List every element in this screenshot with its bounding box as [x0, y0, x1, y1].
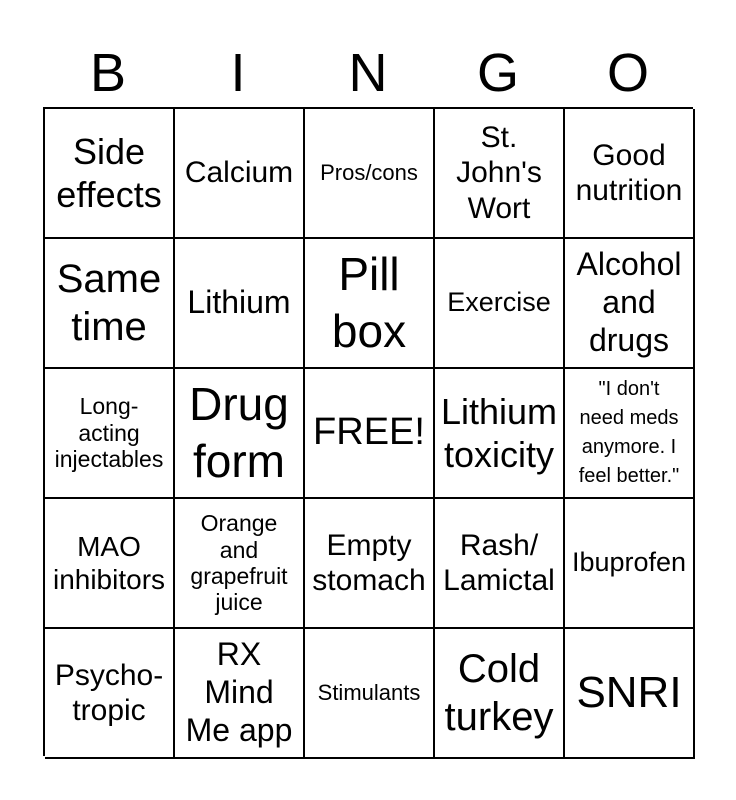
cell-text: Ibuprofen: [571, 547, 687, 578]
cell-text: Good nutrition: [575, 138, 683, 207]
bingo-cell[interactable]: [435, 369, 565, 499]
bingo-cell[interactable]: [175, 629, 305, 759]
bingo-cell[interactable]: [305, 369, 435, 499]
cell-text: Alcohol and drugs: [576, 246, 682, 358]
header-letter-n: N: [348, 43, 388, 103]
bingo-cell[interactable]: [305, 499, 435, 629]
cell-text: St. John's Wort: [456, 120, 542, 225]
bingo-cell[interactable]: [45, 629, 175, 759]
bingo-cell[interactable]: [435, 239, 565, 369]
cell-text: Pros/cons: [320, 159, 418, 185]
header-letter-b: B: [89, 43, 127, 103]
bingo-header: [43, 40, 693, 106]
cell-text: Cold turkey: [444, 647, 554, 739]
cell-text: "I don't need meds anymore. I feel better.": [578, 378, 680, 487]
bingo-cell[interactable]: [305, 109, 435, 239]
bingo-cell[interactable]: [435, 629, 565, 759]
bingo-cell[interactable]: [565, 369, 695, 499]
cell-text: Side effects: [56, 130, 162, 215]
header-letter-i: I: [230, 43, 246, 103]
bingo-cell[interactable]: [45, 369, 175, 499]
cell-text: Empty stomach: [312, 528, 426, 597]
cell-text: Same time: [56, 257, 162, 349]
cell-text: Calcium: [184, 156, 294, 190]
bingo-cell[interactable]: [565, 629, 695, 759]
header-letter-g: G: [476, 43, 519, 103]
bingo-board: [43, 107, 693, 756]
cell-text: Pill box: [331, 247, 407, 357]
bingo-cell[interactable]: [565, 499, 695, 629]
bingo-cell[interactable]: [435, 109, 565, 239]
cell-text: Lithium toxicity: [440, 390, 558, 475]
cell-text: Stimulants: [317, 679, 421, 705]
bingo-cell[interactable]: [45, 499, 175, 629]
cell-text: Exercise: [447, 287, 551, 318]
cell-text: SNRI: [576, 667, 682, 717]
header-letter-o: O: [606, 43, 649, 103]
bingo-cell[interactable]: [175, 239, 305, 369]
bingo-cell[interactable]: [175, 109, 305, 239]
cell-text: Orange and grapefruit juice: [190, 510, 288, 616]
cell-text: MAO inhibitors: [52, 530, 166, 595]
cell-text: Long- acting injectables: [54, 393, 164, 473]
cell-text: FREE!: [313, 411, 425, 454]
bingo-cell[interactable]: [175, 499, 305, 629]
bingo-cell[interactable]: [435, 499, 565, 629]
bingo-cell[interactable]: [175, 369, 305, 499]
bingo-cell[interactable]: [565, 239, 695, 369]
bingo-cell[interactable]: [45, 109, 175, 239]
cell-text: Drug form: [189, 377, 289, 487]
bingo-cell[interactable]: [305, 629, 435, 759]
bingo-cell[interactable]: [45, 239, 175, 369]
cell-text: Lithium: [187, 284, 291, 321]
cell-text: RX Mind Me app: [185, 636, 293, 748]
cell-text: Psycho- tropic: [54, 658, 164, 727]
bingo-cell[interactable]: [565, 109, 695, 239]
bingo-cell[interactable]: [305, 239, 435, 369]
cell-text: Rash/ Lamictal: [443, 528, 555, 597]
